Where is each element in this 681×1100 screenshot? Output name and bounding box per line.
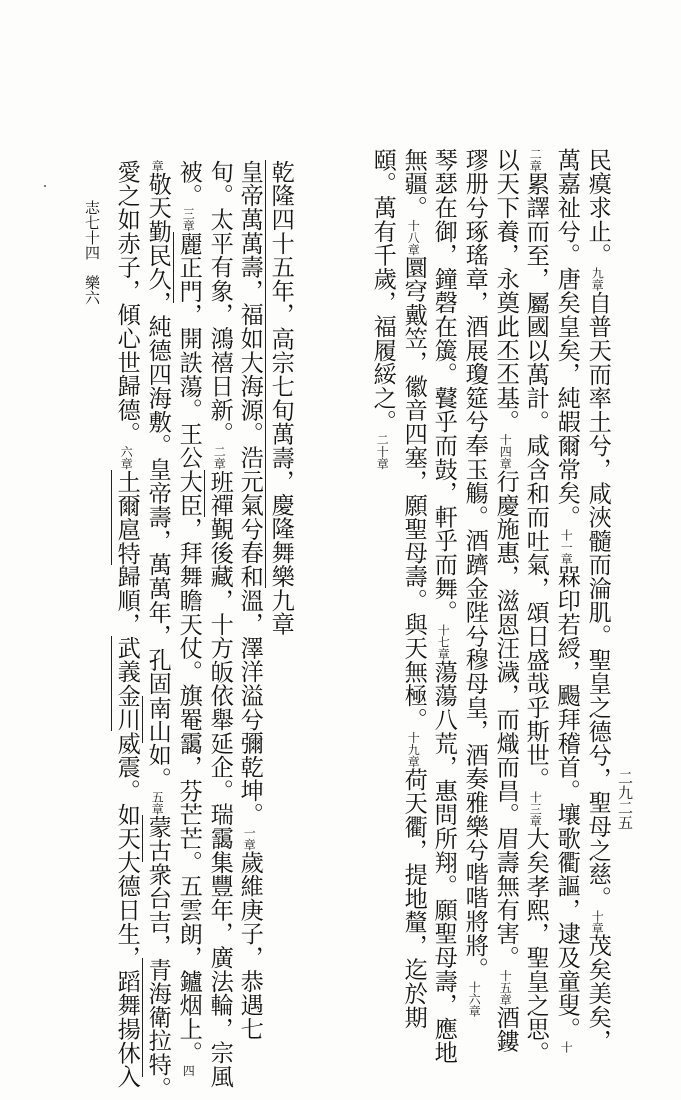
text-column (522, 148, 550, 1065)
section-marker: 二章 (212, 445, 227, 470)
text-column (236, 160, 264, 1041)
text-segment: 九章 (267, 588, 295, 637)
text-segment: 五雲朗，鑪烟上。 (175, 874, 203, 1065)
text-segment: 覲後藏，十方皈依舉延企。 (206, 517, 234, 803)
section-marker: 十 (559, 1040, 574, 1053)
proper-name: 武義 (113, 636, 141, 684)
text-segment: 酒展瓊筵兮奉玉觴。 (461, 314, 489, 529)
text-segment: 浩元氣兮春和溫，澤洋溢兮彌乾坤。 (236, 445, 264, 827)
section-marker: 章 (150, 160, 165, 172)
text-column (430, 148, 458, 1065)
section-marker: 十一章 (559, 528, 574, 565)
text-segment: 衆台吉， (144, 862, 172, 958)
text-segment: 太平有象，鴻禧日新。 (206, 207, 234, 446)
section-marker: 五章 (150, 790, 165, 815)
text-segment: 鼚乎而鼓，軒乎而舞。 (430, 386, 458, 624)
text-segment: 被。 (175, 160, 203, 208)
text-column (553, 148, 581, 1053)
section-marker: 二章 (528, 148, 543, 172)
text-segment: 眉壽無有害。 (492, 826, 520, 970)
section-marker: 四 (181, 1064, 196, 1077)
text-segment: 頤。 (369, 148, 397, 196)
text-segment: 琴瑟在御，鐘磬在簴。 (430, 148, 458, 386)
text-segment: 酒鏤 (492, 1005, 520, 1054)
section-marker: 九章 (590, 267, 605, 291)
text-segment: 歲維庚子，恭遇七 (236, 850, 264, 1041)
text-segment: 璆册兮琢瑤章， (461, 148, 489, 315)
text-segment: 以天下養，永奠此丕丕基。 (492, 148, 520, 434)
text-column (113, 160, 141, 1089)
text-segment: ，開詄蕩。 (175, 303, 203, 423)
section-marker: 十九章 (406, 731, 421, 768)
proper-name: 乾隆四十五年， (267, 160, 295, 327)
text-segment: 與天無極。 (400, 612, 428, 732)
proper-name: 金川 (113, 683, 141, 732)
section-marker: 十五章 (498, 969, 513, 1006)
text-column (206, 160, 234, 1089)
proper-name: 土爾扈特 (113, 469, 141, 565)
text-segment: 愛之如赤子，傾心世歸德。 (113, 160, 141, 446)
text-segment: 無疆。 (400, 148, 428, 220)
text-column (369, 148, 397, 470)
text-segment: 行慶施惠，滋恩汪濊，而熾而昌。 (492, 469, 520, 827)
proper-name: 麗正門 (175, 231, 203, 304)
text-segment: 聖皇之德兮，聖母之慈。 (584, 648, 612, 910)
text-segment: 敬天勤民久，純德四海敷。 (144, 172, 172, 458)
proper-name: 高宗七旬萬壽， (267, 326, 295, 494)
proper-name: 慶隆舞樂 (267, 493, 295, 589)
text-segment: 酒躋金陛兮穆母皇，酒奏雅樂兮喈喈將將。 (461, 528, 489, 982)
text-segment: 大矣孝熙，聖皇之思。 (522, 826, 550, 1065)
proper-name: 蒙古 (144, 814, 172, 863)
text-segment: 歸順， (113, 564, 141, 637)
text-segment: 王公大臣，拜舞瞻天仗。 (175, 422, 203, 684)
text-segment: 咸含和而吐氣，頌日盛哉乎斯世。 (522, 433, 550, 791)
section-marker: 十八章 (406, 219, 421, 256)
text-segment: 壤歌衢謳，逮及童叟。 (553, 802, 581, 1041)
text-column (175, 160, 203, 1077)
text-column (400, 148, 428, 1030)
section-marker: 十三章 (528, 790, 543, 827)
text-segment: 願聖母壽，應地 (430, 898, 458, 1065)
text-column (492, 148, 520, 1054)
text-segment: 累譯而至，屬國以萬計。 (522, 172, 550, 434)
text-segment: 瑞靄集豐年，廣法輪，宗風 (206, 802, 234, 1089)
text-segment: 民瘼求止。 (584, 148, 612, 267)
section-marker: 十四章 (498, 433, 513, 470)
text-segment: 威震。 (113, 731, 141, 803)
text-segment: 蕩蕩八荒，惠問所翔。 (430, 660, 458, 898)
text-segment: 旬。 (206, 160, 234, 208)
text-segment: 槑印若綬，颺拜稽首。 (553, 564, 581, 803)
text-column (267, 160, 295, 637)
text-segment: 。 (144, 1076, 172, 1100)
chapter-header: 志七十四 樂六 (83, 200, 101, 305)
section-marker: 二十章 (375, 433, 390, 470)
text-segment: 皇帝萬萬壽，福如大海源。 (236, 160, 264, 446)
text-segment: 如。 (144, 743, 172, 791)
proper-name: 衛拉特 (144, 1005, 172, 1077)
section-marker: 十章 (590, 909, 605, 934)
section-marker: 一章 (242, 826, 257, 851)
text-segment: 旗罨靄，芬芒芒。 (175, 683, 203, 875)
text-segment: 如天大德日生，蹈舞揚休入 (113, 802, 141, 1089)
proper-name: 青海 (144, 957, 172, 1006)
proper-name: 班禪 (206, 469, 234, 518)
text-segment: 圜穹戴笠，徽音四塞，願聖母壽。 (400, 255, 428, 613)
text-segment: 荷天衢，提地釐，迄於期 (400, 767, 428, 1030)
page-speck (44, 185, 46, 187)
section-marker: 六章 (119, 445, 134, 470)
text-column (461, 148, 489, 1018)
section-marker: 三章 (181, 207, 196, 232)
section-marker: 十六章 (467, 981, 482, 1018)
section-marker: 十七章 (436, 624, 451, 660)
text-segment: 萬嘉祉兮。 (553, 148, 581, 267)
text-segment: 皇帝壽，萬萬年，孔固 (144, 457, 172, 696)
text-segment: 萬有千歲，福履綏之。 (369, 195, 397, 434)
text-segment: 自普天而率土兮，咸浹髓而淪肌。 (584, 291, 612, 648)
text-segment: 茂矣美矣， (584, 933, 612, 1053)
text-column (144, 160, 172, 1100)
text-segment: 唐矣皇矣，純嘏爾常矣。 (553, 267, 581, 529)
text-column (584, 148, 612, 1053)
proper-name: 南山 (144, 695, 172, 744)
page-number: 二九二五 (616, 770, 634, 830)
